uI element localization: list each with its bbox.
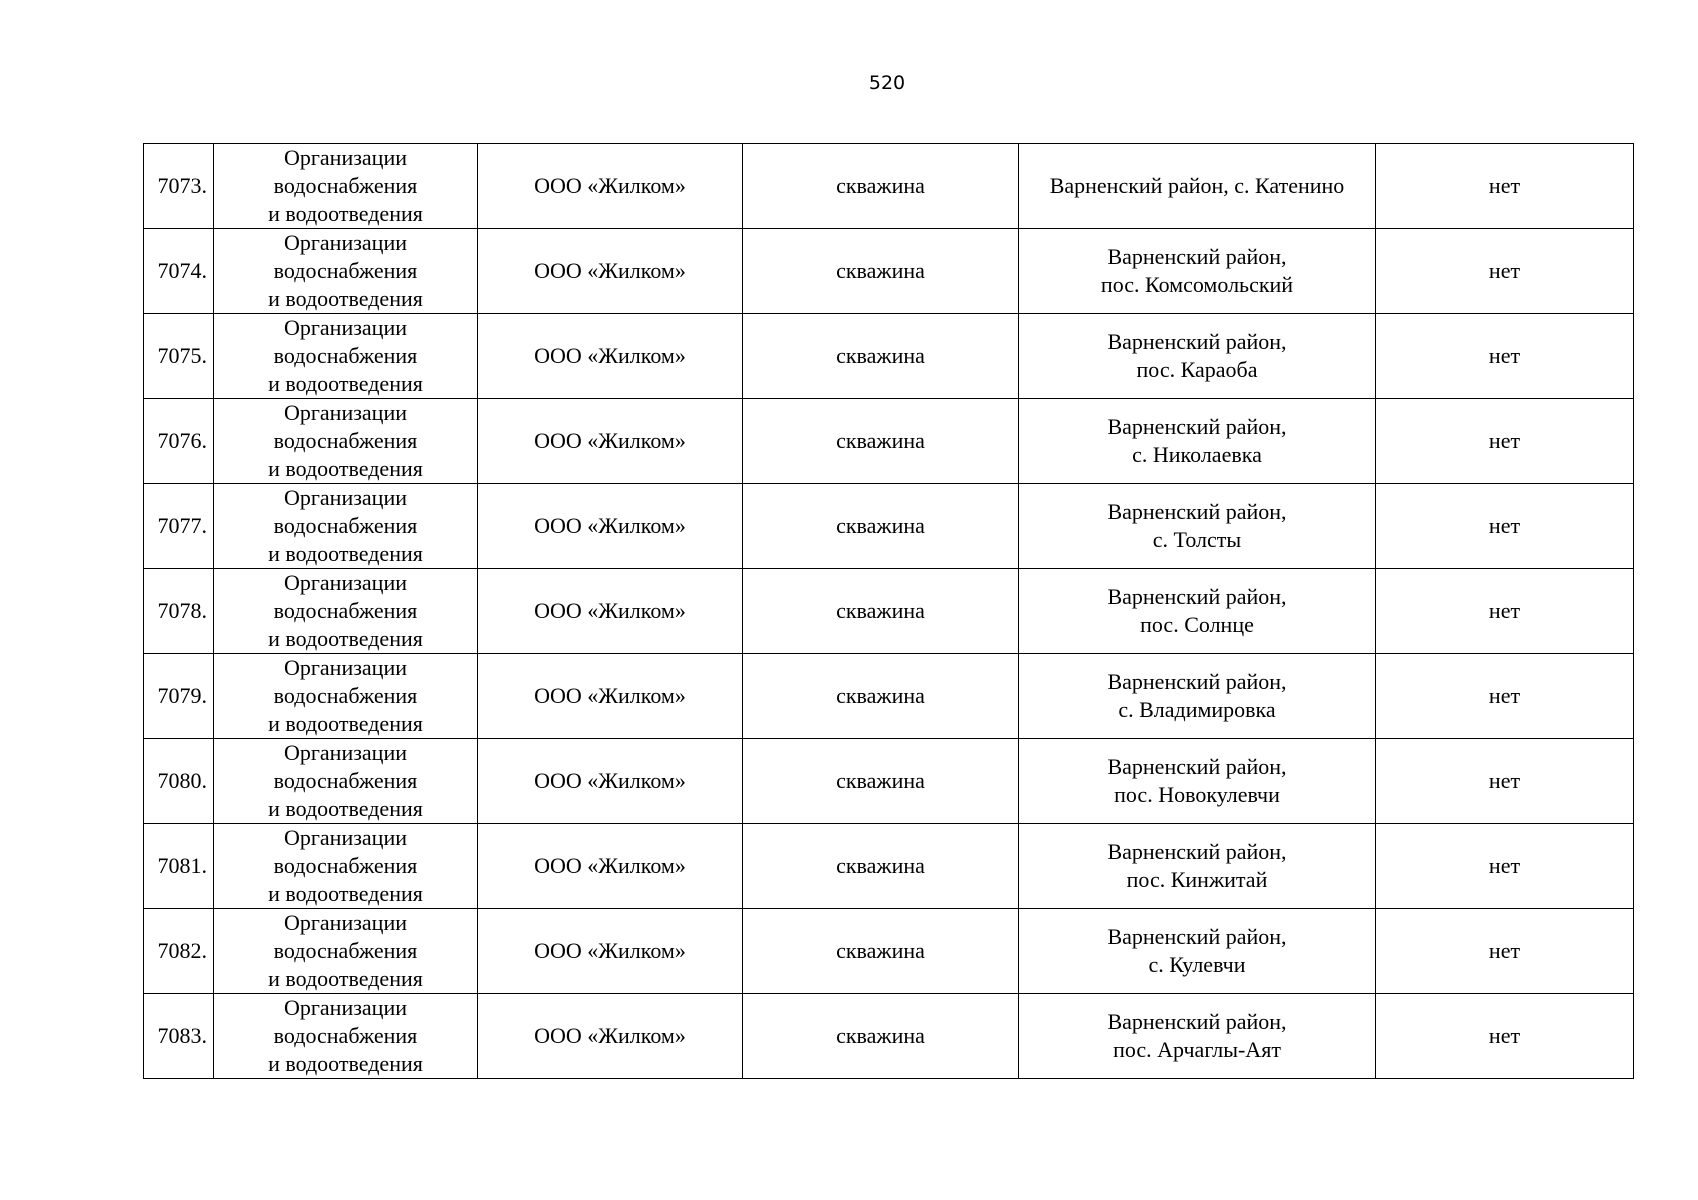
row-number-cell: 7077. xyxy=(144,484,214,569)
category-line: Организации xyxy=(284,910,407,935)
object-type-cell: скважина xyxy=(743,654,1019,739)
category-cell xyxy=(214,909,478,994)
table-row xyxy=(144,569,1634,654)
address-line: с. Толсты xyxy=(1152,527,1242,552)
address-line: Варненский район, xyxy=(1107,754,1287,779)
organization-cell: ООО «Жилком» xyxy=(478,654,743,739)
category-line: и водоотведения xyxy=(268,541,423,566)
organization-cell: ООО «Жилком» xyxy=(478,484,743,569)
category-line: и водоотведения xyxy=(268,1051,423,1076)
row-number-cell: 7080. xyxy=(144,739,214,824)
category-line: водоснабжения xyxy=(273,1023,418,1048)
address-line: Варненский район, xyxy=(1107,839,1287,864)
category-cell xyxy=(214,824,478,909)
row-number-cell: 7076. xyxy=(144,399,214,484)
flag-cell: нет xyxy=(1376,314,1634,399)
flag-cell: нет xyxy=(1376,484,1634,569)
address-line: Варненский район, xyxy=(1107,329,1287,354)
page-number: 520 xyxy=(868,72,906,94)
category-line: водоснабжения xyxy=(273,853,418,878)
category-line: водоснабжения xyxy=(273,768,418,793)
address-line: Варненский район, xyxy=(1107,414,1287,439)
category-cell xyxy=(214,484,478,569)
address-line: пос. Кинжитай xyxy=(1126,867,1268,892)
address-cell xyxy=(1019,399,1376,484)
address-line: Варненский район, xyxy=(1107,584,1287,609)
category-line: водоснабжения xyxy=(273,428,418,453)
flag-cell: нет xyxy=(1376,569,1634,654)
category-line: водоснабжения xyxy=(273,938,418,963)
address-line: пос. Караоба xyxy=(1136,357,1258,382)
table-row xyxy=(144,399,1634,484)
address-cell xyxy=(1019,484,1376,569)
object-type-cell: скважина xyxy=(743,739,1019,824)
organization-cell: ООО «Жилком» xyxy=(478,994,743,1079)
category-line: и водоотведения xyxy=(268,796,423,821)
flag-cell: нет xyxy=(1376,824,1634,909)
organization-cell: ООО «Жилком» xyxy=(478,739,743,824)
address-line: пос. Солнце xyxy=(1140,612,1254,637)
table-row xyxy=(144,484,1634,569)
category-cell xyxy=(214,569,478,654)
category-line: и водоотведения xyxy=(268,201,423,226)
category-line: и водоотведения xyxy=(268,626,423,651)
table-row xyxy=(144,144,1634,229)
object-type-cell: скважина xyxy=(743,314,1019,399)
address-line: Варненский район, xyxy=(1107,924,1287,949)
flag-cell: нет xyxy=(1376,229,1634,314)
organization-cell: ООО «Жилком» xyxy=(478,399,743,484)
row-number-cell: 7079. xyxy=(144,654,214,739)
address-line: с. Николаевка xyxy=(1132,442,1262,467)
address-line: Варненский район, с. Катенино xyxy=(1049,173,1345,198)
row-number-cell: 7081. xyxy=(144,824,214,909)
row-number-cell: 7083. xyxy=(144,994,214,1079)
category-line: водоснабжения xyxy=(273,513,418,538)
category-line: Организации xyxy=(284,230,407,255)
category-line: Организации xyxy=(284,400,407,425)
table-row xyxy=(144,824,1634,909)
address-cell xyxy=(1019,314,1376,399)
address-line: пос. Новокулевчи xyxy=(1114,782,1280,807)
address-cell xyxy=(1019,654,1376,739)
address-cell xyxy=(1019,569,1376,654)
row-number-cell: 7078. xyxy=(144,569,214,654)
object-type-cell: скважина xyxy=(743,484,1019,569)
address-line: Варненский район, xyxy=(1107,499,1287,524)
address-cell xyxy=(1019,229,1376,314)
category-cell xyxy=(214,654,478,739)
organization-cell: ООО «Жилком» xyxy=(478,909,743,994)
category-cell xyxy=(214,229,478,314)
address-cell xyxy=(1019,144,1376,229)
table-row xyxy=(144,229,1634,314)
category-line: и водоотведения xyxy=(268,286,423,311)
address-cell xyxy=(1019,909,1376,994)
address-line: с. Кулевчи xyxy=(1148,952,1246,977)
address-cell xyxy=(1019,994,1376,1079)
category-line: Организации xyxy=(284,825,407,850)
organization-cell: ООО «Жилком» xyxy=(478,229,743,314)
category-line: Организации xyxy=(284,145,407,170)
organization-cell: ООО «Жилком» xyxy=(478,144,743,229)
flag-cell: нет xyxy=(1376,144,1634,229)
category-line: Организации xyxy=(284,315,407,340)
flag-cell: нет xyxy=(1376,909,1634,994)
category-cell xyxy=(214,144,478,229)
category-cell xyxy=(214,739,478,824)
address-cell xyxy=(1019,824,1376,909)
table-row xyxy=(144,654,1634,739)
flag-cell: нет xyxy=(1376,654,1634,739)
category-line: Организации xyxy=(284,485,407,510)
organization-cell: ООО «Жилком» xyxy=(478,569,743,654)
category-line: водоснабжения xyxy=(273,258,418,283)
organization-cell: ООО «Жилком» xyxy=(478,314,743,399)
row-number-cell: 7073. xyxy=(144,144,214,229)
address-line: пос. Арчаглы-Аят xyxy=(1113,1037,1281,1062)
category-line: Организации xyxy=(284,995,407,1020)
row-number-cell: 7074. xyxy=(144,229,214,314)
row-number-cell: 7082. xyxy=(144,909,214,994)
object-type-cell: скважина xyxy=(743,399,1019,484)
category-cell xyxy=(214,314,478,399)
address-cell xyxy=(1019,739,1376,824)
category-line: и водоотведения xyxy=(268,371,423,396)
object-type-cell: скважина xyxy=(743,824,1019,909)
category-line: Организации xyxy=(284,570,407,595)
table-row xyxy=(144,909,1634,994)
address-line: Варненский район, xyxy=(1107,669,1287,694)
address-line: пос. Комсомольский xyxy=(1100,272,1294,297)
object-type-cell: скважина xyxy=(743,144,1019,229)
organization-cell: ООО «Жилком» xyxy=(478,824,743,909)
flag-cell: нет xyxy=(1376,399,1634,484)
address-line: Варненский район, xyxy=(1107,244,1287,269)
category-line: и водоотведения xyxy=(268,966,423,991)
category-line: водоснабжения xyxy=(273,173,418,198)
registry-table xyxy=(143,143,1634,1079)
category-line: водоснабжения xyxy=(273,598,418,623)
flag-cell: нет xyxy=(1376,994,1634,1079)
object-type-cell: скважина xyxy=(743,569,1019,654)
registry-table-body xyxy=(144,144,1634,1079)
category-line: Организации xyxy=(284,740,407,765)
flag-cell: нет xyxy=(1376,739,1634,824)
table-row xyxy=(144,739,1634,824)
category-cell xyxy=(214,994,478,1079)
category-line: и водоотведения xyxy=(268,881,423,906)
category-line: водоснабжения xyxy=(273,683,418,708)
category-line: Организации xyxy=(284,655,407,680)
object-type-cell: скважина xyxy=(743,229,1019,314)
table-row xyxy=(144,314,1634,399)
table-row xyxy=(144,994,1634,1079)
row-number-cell: 7075. xyxy=(144,314,214,399)
object-type-cell: скважина xyxy=(743,909,1019,994)
address-line: Варненский район, xyxy=(1107,1009,1287,1034)
address-line: с. Владимировка xyxy=(1118,697,1276,722)
category-line: и водоотведения xyxy=(268,456,423,481)
category-line: водоснабжения xyxy=(273,343,418,368)
category-cell xyxy=(214,399,478,484)
object-type-cell: скважина xyxy=(743,994,1019,1079)
category-line: и водоотведения xyxy=(268,711,423,736)
